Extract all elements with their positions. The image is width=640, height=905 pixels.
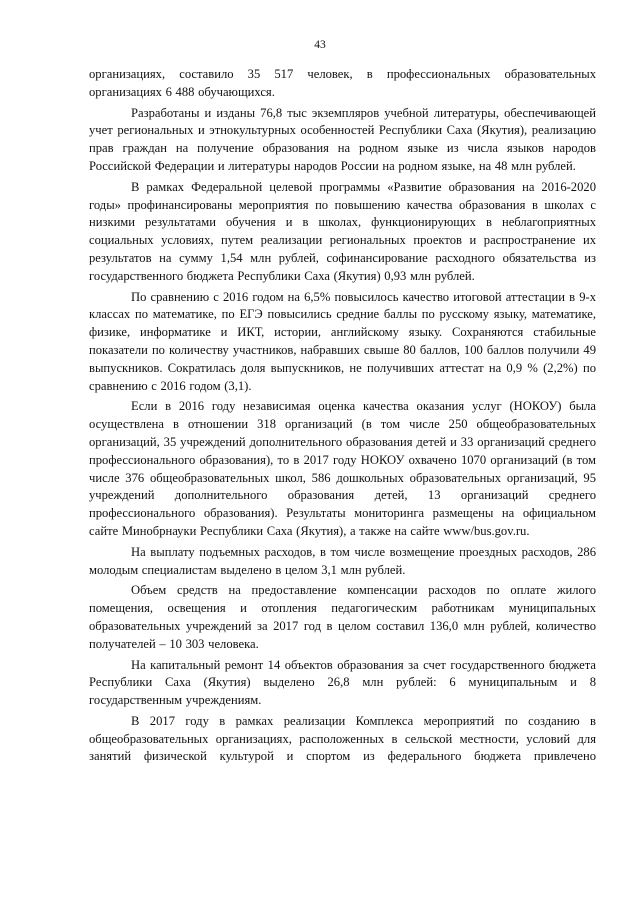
paragraph-4: По сравнению с 2016 годом на 6,5% повысилось качество итоговой аттестации в 9-х классах по математике, по ЕГЭ повысились средние баллы по русскому языку, математике, физике, информатике и ИКТ, истории, английскому языку. Сохраняются стабильные показатели по количеству участников, набравших свыше 80 баллов, 100 баллов получили 49 выпускников. Сократилась доля выпускников, не получивших аттестат на 0,9 % (2,2%) по сравнению с 2016 годом (3,1).: [89, 289, 596, 393]
paragraph-8: На капитальный ремонт 14 объектов образования за счет государственного бюджета Республики Саха (Якутия) выделено 26,8 млн рублей: 6 муниципальным и 8 государственным учреждениям.: [89, 657, 596, 708]
paragraph-9: В 2017 году в рамках реализации Комплекса мероприятий по созданию в общеобразовательных организациях, расположенных в сельской местности, условий для занятий физической культурой и спортом из федерального бюджета привлечено: [89, 713, 596, 764]
paragraph-3: В рамках Федеральной целевой программы «Развитие образования на 2016-2020 годы» профинансированы мероприятия по повышению качества образования в школах с низкими результатами обучения и в школах, функционирующих в неблагоприятных социальных условиях, путем реализации региональных проектов и распространение их результатов на сумму 1,54 млн рублей, софинансирование расходного обязательства из государственного бюджета Республики Саха (Якутия) 0,93 млн рублей.: [89, 179, 596, 283]
paragraph-2: Разработаны и изданы 76,8 тыс экземпляров учебной литературы, обеспечивающей учет региональных и этнокультурных особенностей Республики Саха (Якутия), реализацию прав граждан на получение образования на родном языке из числа языков народов Российской Федерации и литературы народов России на родном языке, на 48 млн рублей.: [89, 105, 596, 173]
paragraph-6: На выплату подъемных расходов, в том числе возмещение проездных расходов, 286 молодым специалистам выделено в целом 3,1 млн рублей.: [89, 544, 596, 577]
paragraph-1: организациях, составило 35 517 человек, в профессиональных образовательных организациях 6 488 обучающихся.: [89, 67, 596, 99]
page-number: 43: [314, 39, 326, 51]
page-body: [89, 66, 596, 766]
paragraph-5: Если в 2016 году независимая оценка качества оказания услуг (НОКОУ) была осуществлена в отношении 318 организаций (в том числе 250 общеобразовательных организаций, 35 учреждений дополнительного образования детей и 33 организаций среднего профессионального образования), то в 2017 году НОКОУ охвачено 1070 организаций (в том числе 376 общеобразовательных школ, 586 дошкольных образовательных организаций, 95 учреждений дополнительного образования детей, 13 организаций среднего профессионального образования). Результаты мониторинга размещены на официальном сайте Минобрнауки Республики Саха (Якутия), а также на сайте www/bus.gov.ru.: [89, 399, 596, 538]
paragraph-7: Объем средств на предоставление компенсации расходов по оплате жилого помещения, освещения и отопления педагогическим работникам муниципальных образовательных учреждений за 2017 год в целом составил 136,0 млн рублей, количество получателей – 10 303 человека.: [89, 583, 596, 651]
